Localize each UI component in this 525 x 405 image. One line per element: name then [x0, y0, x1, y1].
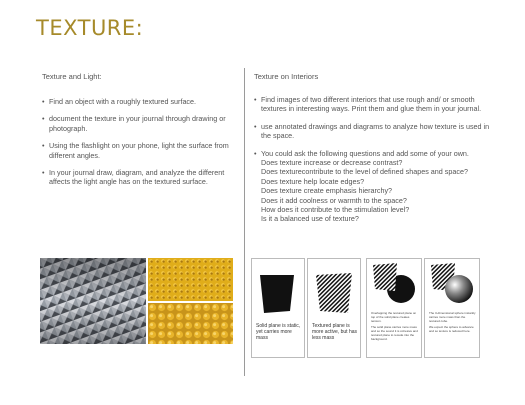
question: Does texture help locate edges? — [261, 176, 365, 186]
list-item: • Using the flashlight on your phone, light the surface from different angles. — [42, 141, 242, 160]
diagram-caption: Solid plane is static, yet carries more mass — [256, 323, 301, 341]
solid-plane-shape — [252, 259, 306, 319]
list-item: • use annotated drawings and diagrams to analyze how texture is used in the space. — [254, 122, 494, 141]
bullet-list-left — [42, 97, 242, 187]
diagram-note: Overlapping the textured plane on top of the solid plane creates tension. — [371, 311, 417, 323]
question: Does texturecontribute to the level of defined shapes and space? — [261, 167, 468, 177]
yellow-bump-texture-photo — [148, 303, 233, 344]
yellow-dot-texture-photo — [148, 258, 233, 301]
metal-texture-photo — [40, 258, 146, 344]
question: Does it add coolness or warmth to the space? — [261, 195, 407, 205]
list-item — [254, 149, 494, 224]
textured-plane-shape — [308, 259, 362, 319]
question: Is it a balanced use of texture? — [261, 214, 359, 224]
list-item: • Find images of two different interiors that use rough and/ or smooth textures in interesting ways. Print them and glue them in your journal. — [254, 95, 494, 114]
solid-plane-diagram — [251, 258, 305, 358]
sphere-diagram — [424, 258, 480, 358]
column-divider — [244, 68, 245, 376]
diagram-note: The solid plane carries more mass and so the sound it is cohesive and textured plane to recede into the background. — [371, 325, 418, 341]
list-item: • document the texture in your journal through drawing or photograph. — [42, 114, 242, 133]
section-heading-left: Texture and Light: — [42, 72, 102, 81]
overlap-shapes — [367, 259, 423, 309]
section-heading-right: Texture on Interiors — [254, 72, 319, 81]
page-title: TEXTURE: — [36, 16, 144, 40]
question: Does texture create emphasis hierarchy? — [261, 186, 393, 196]
question: Does texture increase or decrease contrast? — [261, 158, 403, 168]
textured-plane-diagram — [307, 258, 361, 358]
list-item: • Find an object with a roughly textured surface. — [42, 97, 242, 106]
diagram-note: The 3-dimensional sphere instantly carries more mass than the textured cube. — [429, 311, 476, 323]
texture-and-light-section — [42, 72, 242, 195]
bullet-list-right — [254, 95, 494, 224]
question: How does it contribute to the stimulation level? — [261, 205, 410, 215]
diagram-caption: Textured plane is more active, but has less mass — [312, 323, 358, 341]
texture-on-interiors-section — [254, 72, 494, 232]
question-intro: • You could ask the following questions and add some of your own. — [261, 148, 469, 158]
sphere-shapes — [425, 259, 481, 309]
list-item: • In your journal draw, diagram, and analyze the different affects the light angle has on the textured surface. — [42, 168, 242, 187]
diagram-note: We expect the sphere to advance and so texture is reduced here. — [429, 325, 474, 333]
overlap-diagram — [366, 258, 422, 358]
